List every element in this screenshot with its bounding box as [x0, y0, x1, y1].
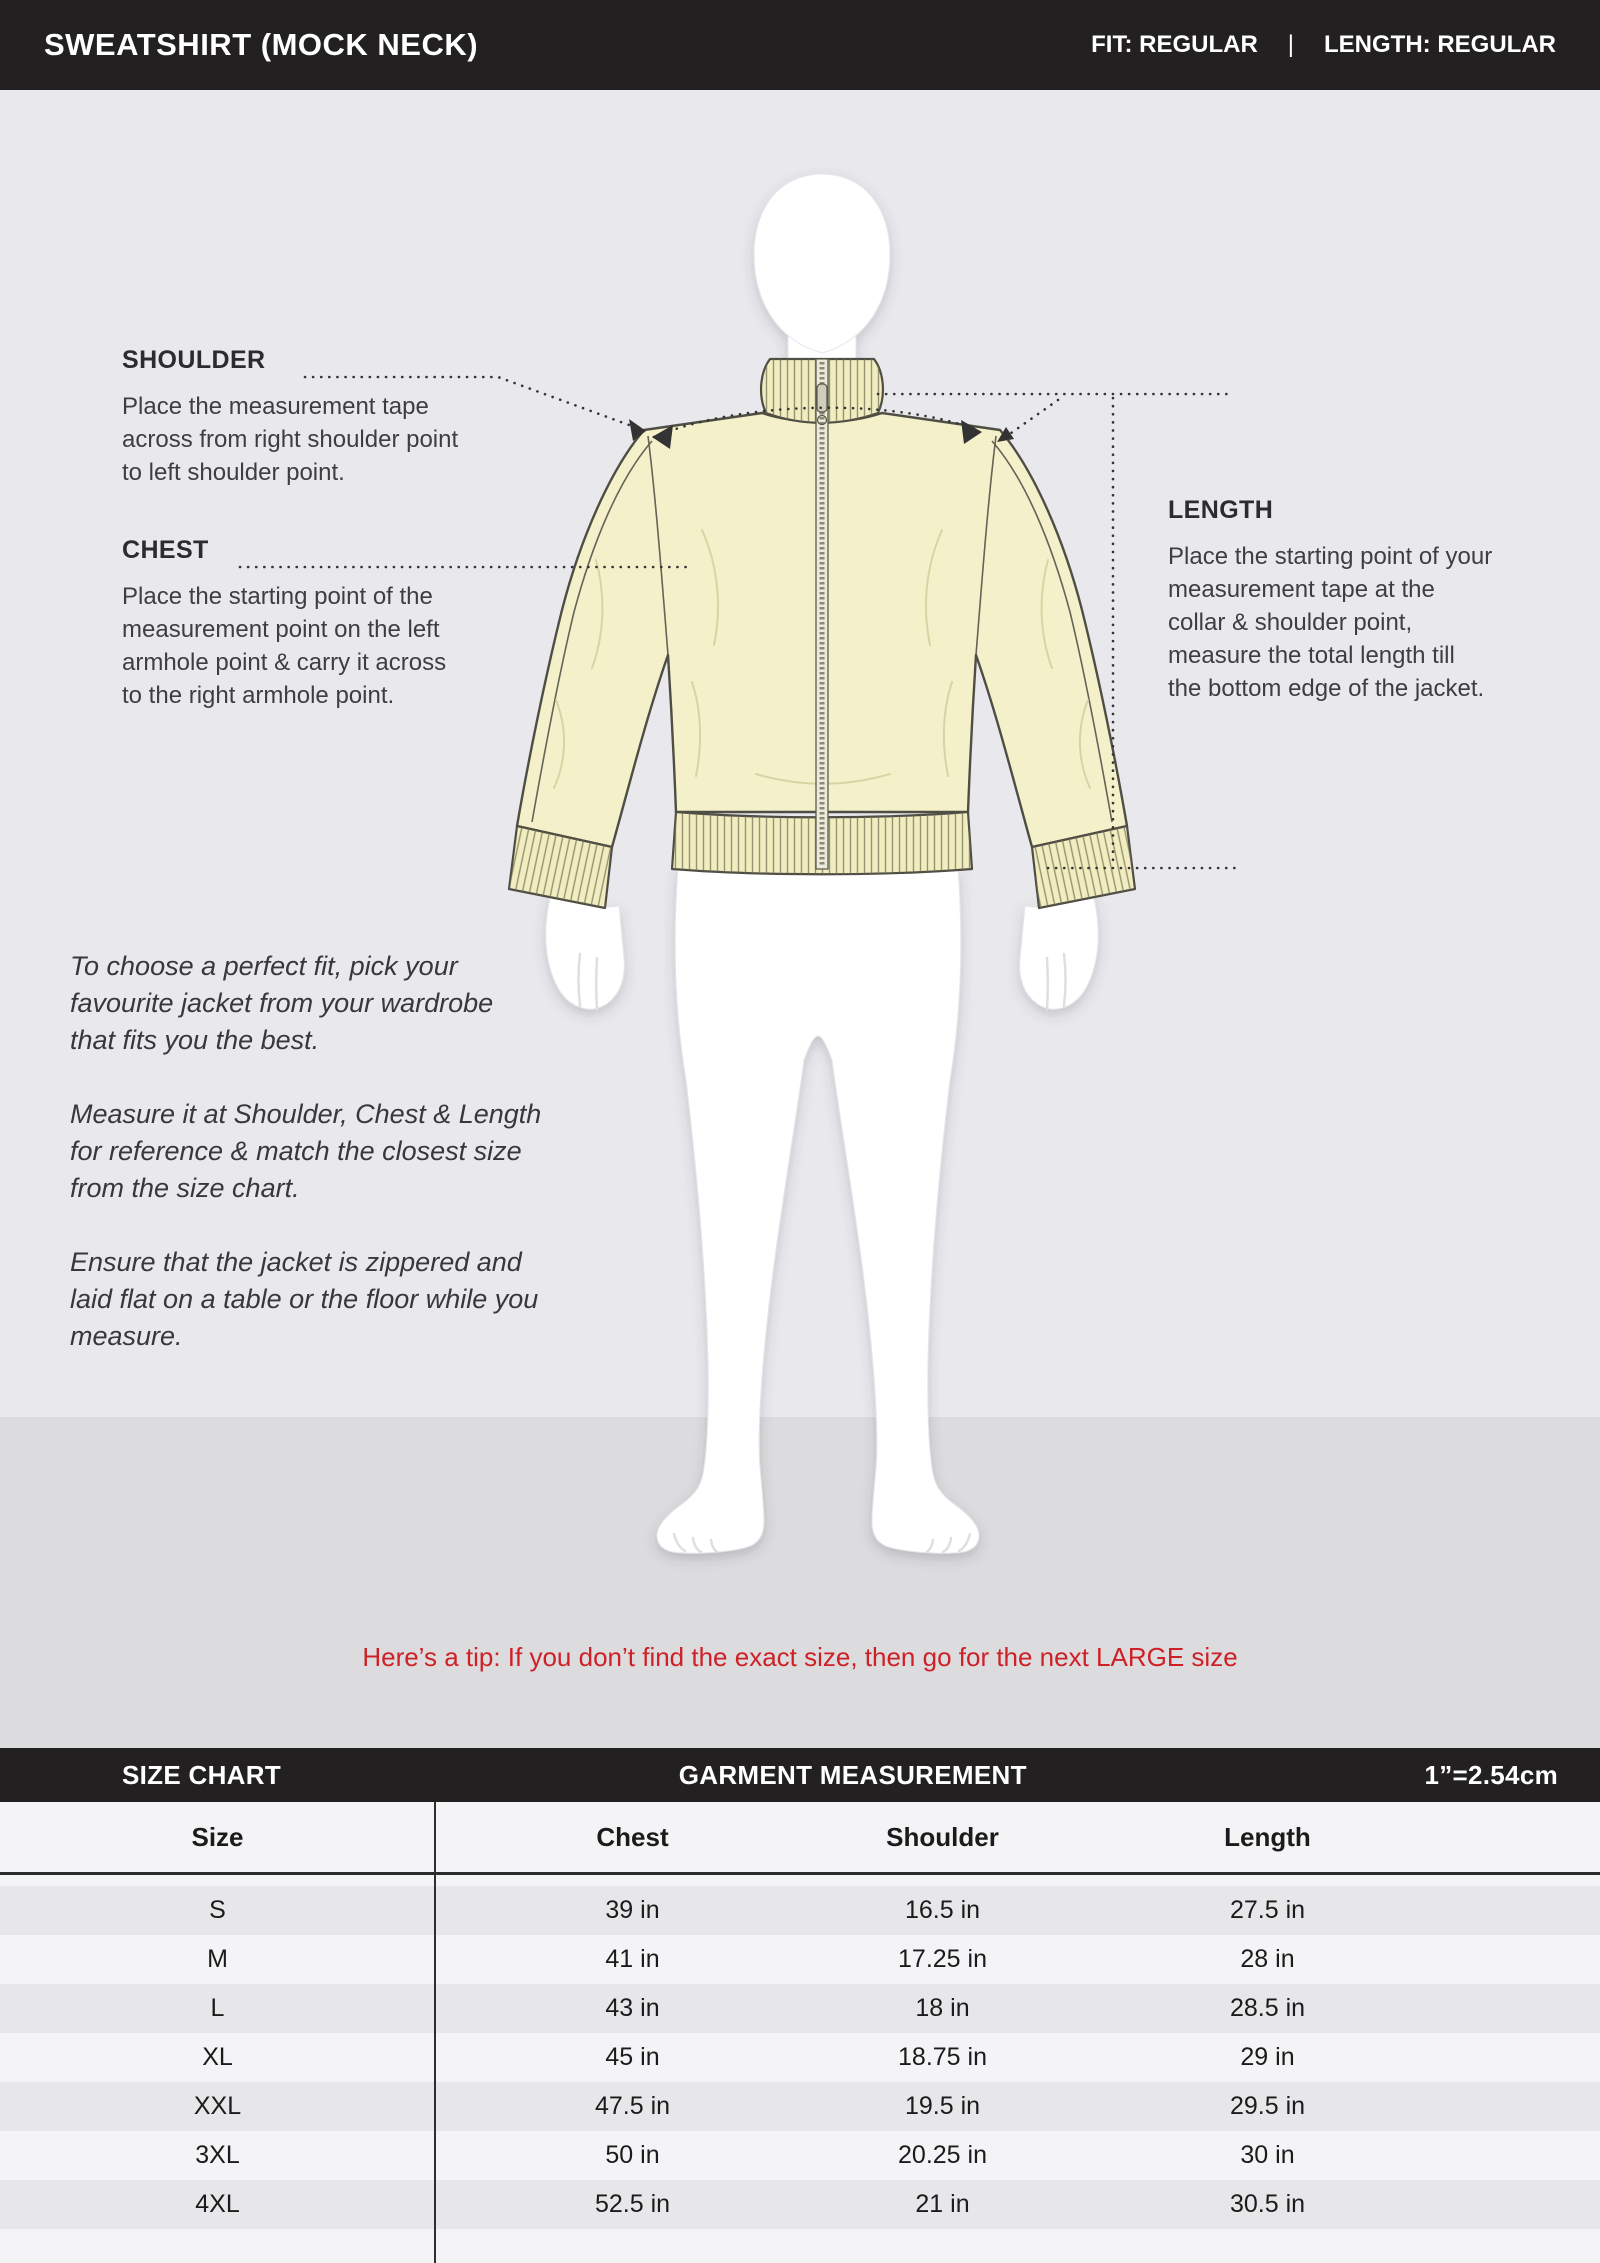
- length-annotation: [1168, 496, 1492, 705]
- instruction-line: from the size chart.: [70, 1173, 300, 1203]
- table-row: [0, 1984, 1600, 2033]
- chest-heading: CHEST: [122, 536, 209, 564]
- fit-instruction-paragraph: [70, 948, 541, 1059]
- length-text-line: Place the starting point of your: [1168, 543, 1493, 570]
- length-label: LENGTH: REGULAR: [1324, 31, 1556, 58]
- separator: |: [1287, 31, 1295, 58]
- body-left-hand: [546, 890, 625, 1009]
- table-row: [0, 2033, 1600, 2082]
- length-collar-arrow-line: [1004, 400, 1058, 438]
- cell-size: S: [209, 1896, 226, 1924]
- cell-shoulder: 18.75 in: [898, 2043, 987, 2071]
- cell-chest: 43 in: [605, 1994, 660, 2022]
- table-row: [0, 1935, 1600, 1984]
- cell-chest: 45 in: [605, 2043, 660, 2071]
- table-row: [0, 2131, 1600, 2180]
- instruction-line: Measure it at Shoulder, Chest & Length: [70, 1099, 542, 1129]
- size-chart-table: [0, 1802, 1600, 2263]
- instruction-line: Ensure that the jacket is zippered and: [70, 1247, 522, 1277]
- instruction-line: favourite jacket from your wardrobe: [70, 988, 494, 1018]
- fit-label: FIT: REGULAR: [1091, 31, 1258, 58]
- cell-chest: 41 in: [605, 1945, 660, 1973]
- body-right-hand: [1020, 890, 1099, 1009]
- chest-text-line: measurement point on the left: [122, 616, 440, 643]
- fit-instructions: [70, 948, 541, 1392]
- instruction-line: laid flat on a table or the floor while you: [70, 1284, 539, 1314]
- cell-shoulder: 16.5 in: [904, 1896, 981, 1924]
- cell-shoulder: 17.25 in: [898, 1945, 987, 1973]
- fit-instruction-paragraph: [70, 1244, 541, 1355]
- table-row: [0, 2180, 1600, 2229]
- table-row: [0, 1886, 1600, 1935]
- jacket: [509, 359, 1135, 908]
- body-contour-lines: [579, 954, 1066, 1552]
- length-text-line: the bottom edge of the jacket.: [1168, 675, 1485, 702]
- fit-instruction-paragraph: [70, 1096, 541, 1207]
- cell-size: L: [210, 1994, 225, 2022]
- cell-length: 29.5 in: [1229, 2092, 1306, 2120]
- cell-shoulder: 19.5 in: [904, 2092, 981, 2120]
- size-chart-bar: [0, 1748, 1600, 1802]
- cell-size: XL: [202, 2043, 233, 2071]
- chest-text-line: to the right armhole point.: [122, 682, 395, 709]
- cell-chest: 50 in: [605, 2141, 660, 2169]
- table-column-divider: [434, 1802, 436, 2263]
- size-tip: Here’s a tip: If you don’t find the exact size, then go for the next LARGE size: [362, 1642, 1238, 1672]
- cell-shoulder: 21 in: [915, 2190, 970, 2218]
- cell-size: 3XL: [195, 2141, 240, 2169]
- jacket-zipper: [816, 359, 828, 869]
- cell-chest: 52.5 in: [594, 2190, 671, 2218]
- cell-length: 30.5 in: [1229, 2190, 1306, 2218]
- cell-size: XXL: [193, 2092, 242, 2120]
- length-text-line: measurement tape at the: [1168, 576, 1435, 603]
- measurement-figure: [0, 90, 1600, 1750]
- cell-size: 4XL: [195, 2190, 240, 2218]
- length-heading: LENGTH: [1168, 496, 1274, 524]
- fit-length-info: [1091, 31, 1556, 59]
- body-head: [754, 174, 890, 353]
- instruction-line: measure.: [70, 1321, 183, 1351]
- body-legs: [657, 868, 979, 1553]
- cell-length: 28 in: [1240, 1945, 1295, 1973]
- instruction-line: To choose a perfect fit, pick your: [70, 951, 458, 981]
- shoulder-text-line: Place the measurement tape: [122, 393, 429, 420]
- column-header-size: Size: [191, 1822, 244, 1852]
- page-title: SWEATSHIRT (MOCK NECK): [44, 27, 479, 62]
- cell-length: 27.5 in: [1229, 1896, 1306, 1924]
- length-text-line: measure the total length till: [1168, 642, 1455, 669]
- cell-chest: 47.5 in: [594, 2092, 671, 2120]
- cell-size: M: [207, 1945, 228, 1973]
- column-header-chest: Chest: [596, 1822, 669, 1852]
- cell-shoulder: 18 in: [915, 1994, 970, 2022]
- instruction-line: that fits you the best.: [70, 1025, 320, 1055]
- table-header-row: [0, 1802, 1600, 1872]
- garment-measurement-label: GARMENT MEASUREMENT: [678, 1759, 1027, 1790]
- shoulder-heading: SHOULDER: [122, 346, 266, 374]
- cell-length: 28.5 in: [1229, 1994, 1306, 2022]
- cell-shoulder: 20.25 in: [898, 2141, 987, 2169]
- table-row: [0, 2082, 1600, 2131]
- cell-length: 30 in: [1240, 2141, 1295, 2169]
- header-bar: [0, 0, 1600, 90]
- table-gap: [0, 1875, 1600, 1886]
- column-header-length: Length: [1224, 1822, 1311, 1852]
- shoulder-text-line: to left shoulder point.: [122, 459, 345, 486]
- length-text-line: collar & shoulder point,: [1168, 609, 1413, 636]
- instruction-line: for reference & match the closest size: [70, 1136, 522, 1166]
- shoulder-text-line: across from right shoulder point: [122, 426, 459, 453]
- chest-text-line: armhole point & carry it across: [122, 649, 447, 676]
- chest-annotation: [122, 536, 446, 712]
- column-header-shoulder: Shoulder: [886, 1822, 999, 1852]
- cell-length: 29 in: [1240, 2043, 1295, 2071]
- unit-conversion-label: 1”=2.54cm: [1424, 1759, 1558, 1790]
- shoulder-annotation: [122, 346, 458, 489]
- size-chart-label: SIZE CHART: [122, 1759, 281, 1790]
- cell-chest: 39 in: [605, 1896, 660, 1924]
- chest-text-line: Place the starting point of the: [122, 583, 433, 610]
